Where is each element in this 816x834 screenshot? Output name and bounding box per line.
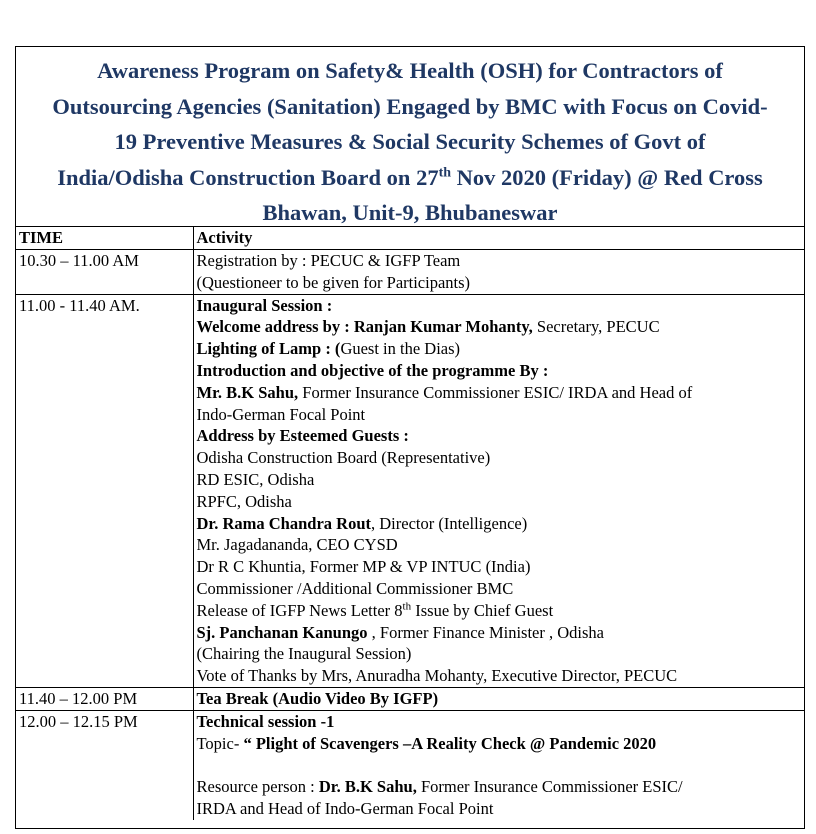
agenda-frame: [15, 46, 805, 829]
activity-line: [197, 338, 805, 360]
title-line: [16, 160, 804, 196]
title-line: Awareness Program on Safety& Health (OSH) for Contractors of: [97, 58, 723, 83]
activity-line: [197, 600, 805, 622]
activity-line: Registration by : PECUC & IGFP Team: [196, 251, 461, 270]
regular-text: , Director (Intelligence): [371, 513, 528, 533]
activity-line: Mr. Jagadananda, CEO CYSD: [196, 535, 398, 555]
activity-line: [197, 733, 805, 755]
activity-line: Odisha Construction Board (Representative): [196, 448, 491, 468]
regular-text: Resource person :: [196, 777, 319, 797]
activity-cell: [193, 687, 804, 710]
bold-text: Sj. Panchanan Kanungo: [196, 622, 368, 642]
bold-text: Dr. Rama Chandra Rout: [196, 513, 371, 533]
regular-text: Former Insurance Commissioner ESIC/: [416, 777, 683, 797]
superscript: th: [402, 600, 412, 613]
activity-line: IRDA and Head of Indo-German Focal Point: [196, 798, 494, 818]
activity-line: Vote of Thanks by Mrs, Anuradha Mohanty, Executive Director, PECUC: [196, 666, 678, 686]
activity-line: Commissioner /Additional Commissioner BMC: [196, 578, 514, 598]
activity-line: Tea Break (Audio Video By IGFP): [196, 688, 439, 708]
activity-line: (Questioneer to be given for Participants): [196, 272, 471, 292]
activity-line: [197, 382, 805, 404]
activity-line: [197, 316, 805, 338]
activity-line: RPFC, Odisha: [196, 491, 292, 511]
activity-line: Indo-German Focal Point: [196, 404, 366, 424]
table-row: [16, 250, 804, 295]
time-cell: 10.30 – 11.00 AM: [16, 250, 193, 295]
title-text: Nov 2020 (Friday) @ Red Cross: [451, 164, 763, 190]
title-line: Bhawan, Unit-9, Bhubaneswar: [262, 200, 558, 225]
activity-line: Dr R C Khuntia, Former MP & VP INTUC (India): [196, 557, 531, 577]
regular-text: Issue by Chief Guest: [411, 600, 554, 620]
table-row: [16, 294, 804, 687]
blank-line: [197, 754, 805, 776]
time-cell: 11.00 - 11.40 AM.: [16, 294, 193, 687]
regular-text: , Former Finance Minister , Odisha: [367, 622, 604, 642]
activity-line: (Chairing the Inaugural Session): [196, 644, 412, 664]
bold-text: Dr. B.K Sahu,: [318, 777, 417, 797]
header-activity: Activity: [193, 227, 804, 250]
title-superscript: th: [438, 165, 452, 180]
title-line: Outsourcing Agencies (Sanitation) Engaged by BMC with Focus on Covid-: [52, 93, 768, 119]
bold-text: Welcome address by : Ranjan Kumar Mohanty,: [196, 317, 533, 337]
activity-cell: [193, 250, 804, 295]
bold-text: Mr. B.K Sahu,: [196, 382, 299, 402]
bold-text: Lighting of Lamp : (: [196, 339, 341, 359]
activity-line: [197, 513, 805, 535]
activity-line: Address by Esteemed Guests :: [196, 426, 409, 446]
activity-line: RD ESIC, Odisha: [196, 469, 315, 489]
activity-line: Introduction and objective of the programme By :: [196, 360, 549, 380]
regular-text: Release of IGFP News Letter 8: [196, 600, 403, 620]
regular-text: Topic-: [196, 733, 244, 753]
time-cell: 12.00 – 12.15 PM: [16, 710, 193, 819]
bold-text: “ Plight of Scavengers –A Reality Check @ Pandemic 2020: [243, 733, 657, 753]
table-row: [16, 687, 804, 710]
activity-cell: [193, 294, 804, 687]
activity-cell: [193, 710, 804, 819]
document-title: [16, 47, 804, 227]
activity-line: Inaugural Session :: [196, 295, 333, 315]
regular-text: Former Insurance Commissioner ESIC/ IRDA and Head of: [298, 382, 693, 402]
activity-line: [197, 776, 805, 798]
agenda-table: [16, 227, 804, 820]
activity-line: Technical session -1: [196, 711, 335, 731]
header-time: TIME: [16, 227, 193, 250]
activity-line: [197, 622, 805, 644]
title-line: 19 Preventive Measures & Social Security Schemes of Govt of: [114, 129, 706, 154]
regular-text: Guest in the Dias): [340, 339, 461, 359]
table-row: [16, 710, 804, 819]
title-text: India/Odisha Construction Board on 27: [57, 164, 439, 190]
regular-text: Secretary, PECUC: [532, 317, 660, 337]
time-cell: 11.40 – 12.00 PM: [16, 687, 193, 710]
